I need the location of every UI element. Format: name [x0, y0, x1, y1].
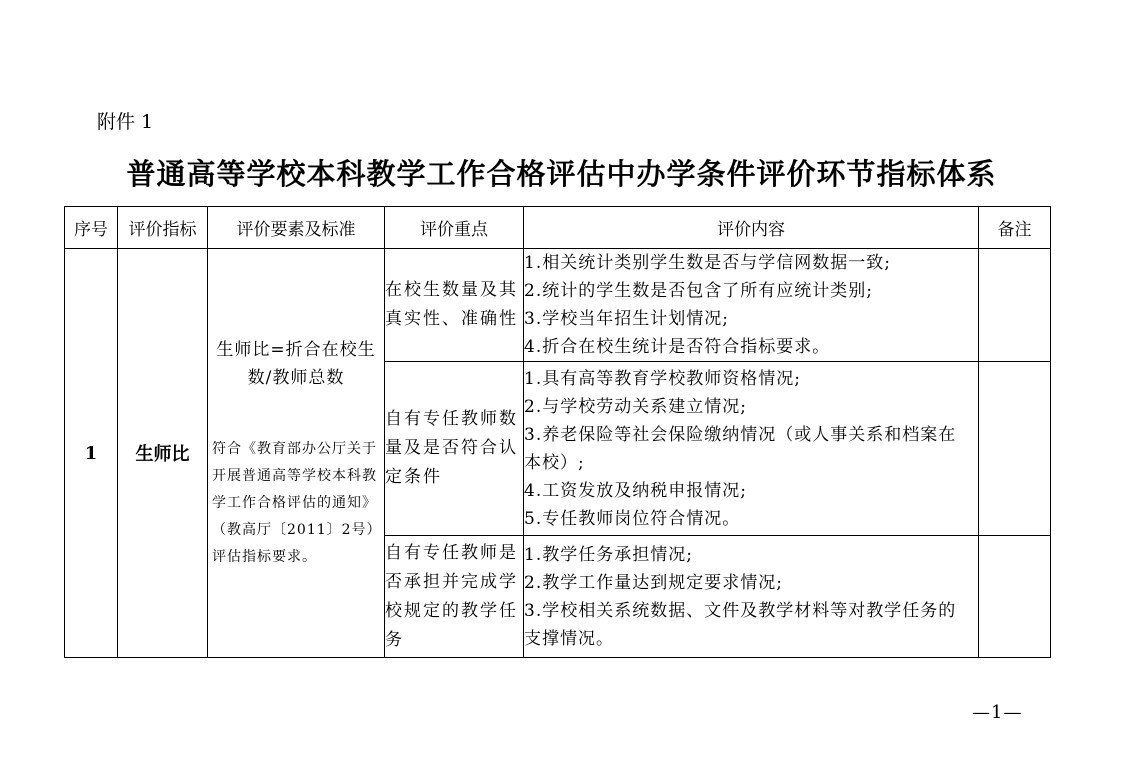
header-content: 评价内容: [524, 207, 979, 249]
content-line: 2.与学校劳动关系建立情况;: [524, 396, 747, 417]
focus-cell: 自有专任教师是否承担并完成学校规定的教学任务: [385, 536, 524, 658]
table-row: [65, 249, 1051, 362]
content-line: 1.相关统计类别学生数是否与学信网数据一致;: [524, 253, 891, 273]
indicator-table: [64, 206, 1051, 658]
content-line: 3.养老保险等社会保险缴纳情况（或人事关系和档案在: [524, 424, 957, 445]
content-cell: [524, 362, 979, 536]
note-cell: [979, 362, 1051, 536]
content-cell: [524, 536, 979, 658]
header-note: 备注: [979, 207, 1051, 249]
content-line: 2.教学工作量达到规定要求情况;: [524, 572, 783, 593]
page-number: —1—: [972, 702, 1023, 723]
content-line: 1.教学任务承担情况;: [524, 544, 693, 565]
note-cell: [979, 249, 1051, 362]
content-line: 1.具有高等教育学校教师资格情况;: [524, 368, 801, 389]
header-requirement: 评价要素及标准: [208, 207, 385, 249]
header-focus: 评价重点: [385, 207, 524, 249]
header-indicator: 评价指标: [118, 207, 208, 249]
content-line: 3.学校相关系统数据、文件及教学材料等对教学任务的: [524, 600, 957, 621]
note-cell: [979, 536, 1051, 658]
header-row: [65, 207, 1051, 249]
document-title: 普通高等学校本科教学工作合格评估中办学条件评价环节指标体系: [126, 157, 997, 191]
row-indicator: 生师比: [118, 249, 208, 658]
row-index: 1: [65, 249, 118, 658]
content-cell: [524, 249, 979, 362]
content-line: 2.统计的学生数是否包含了所有应统计类别;: [524, 281, 873, 301]
focus-cell: 在校生数量及其真实性、准确性: [385, 249, 524, 362]
content-line: 4.工资发放及纳税申报情况;: [524, 480, 747, 501]
content-line: 5.专任教师岗位符合情况。: [524, 508, 741, 529]
content-line: 3.学校当年招生计划情况;: [524, 309, 729, 329]
requirement-basis: 符合《教育部办公厅关于开展普通高等学校本科教学工作合格评估的通知》（教高厅〔2011〕2号）评估指标要求。: [212, 440, 382, 565]
requirement-cell: [208, 249, 385, 658]
header-index: 序号: [65, 207, 118, 249]
focus-cell: 自有专任教师数量及是否符合认定条件: [385, 362, 524, 536]
content-line: 支撑情况。: [524, 628, 614, 649]
content-line: 本校）;: [524, 452, 585, 473]
attachment-label: 附件 1: [97, 111, 154, 133]
content-line: 4.折合在校生统计是否符合指标要求。: [524, 337, 831, 357]
requirement-formula: 生师比=折合在校生数/教师总数: [216, 339, 376, 388]
